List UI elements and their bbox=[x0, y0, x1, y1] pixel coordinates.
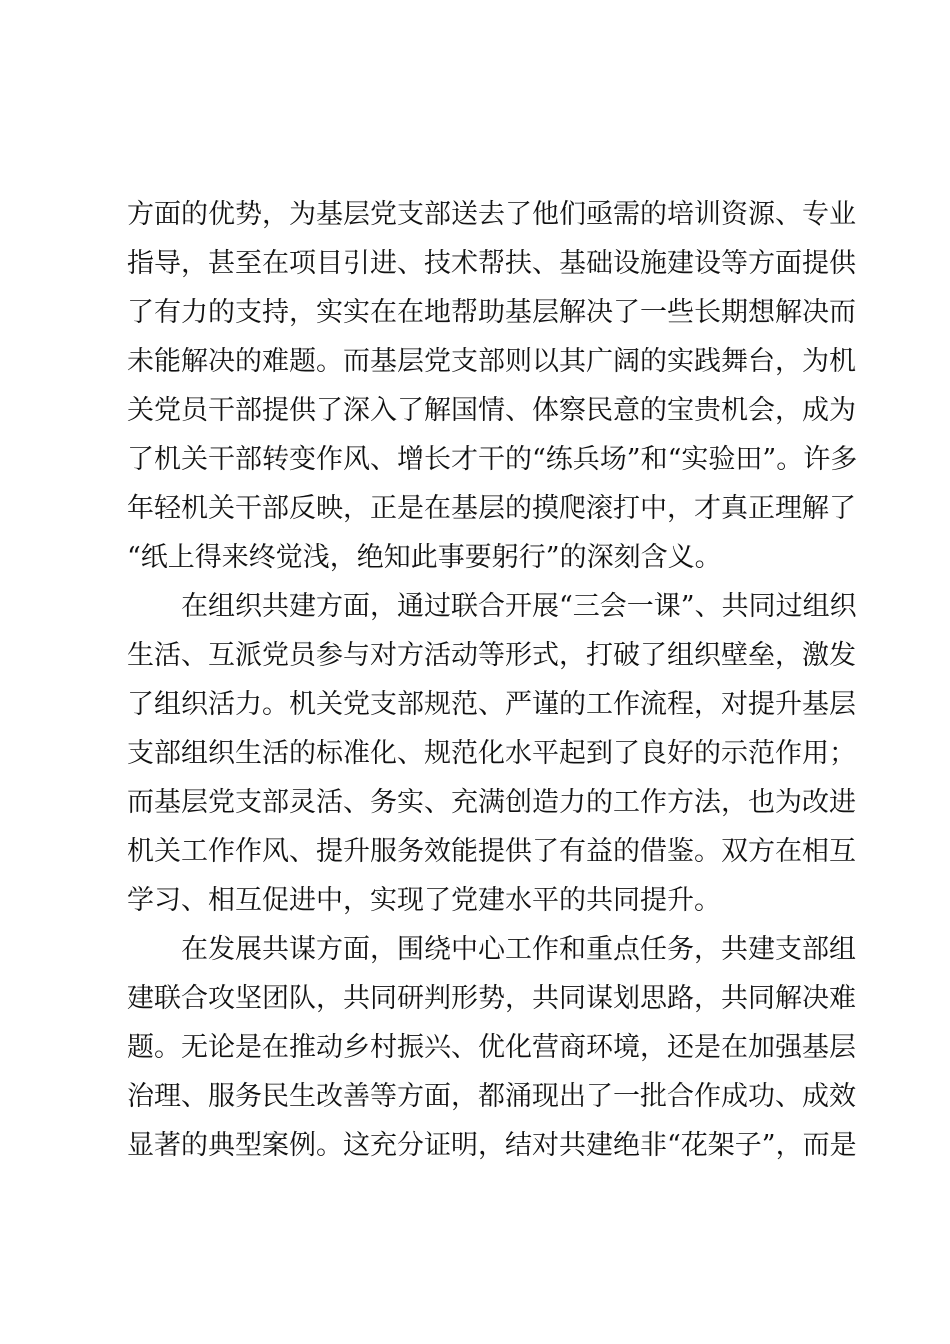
paragraph-3 bbox=[127, 925, 857, 1170]
text-line: 了有力的支持，实实在在地帮助基层解决了一些长期想解决而 bbox=[127, 297, 856, 328]
text-line: “纸上得来终觉浅，绝知此事要躬行”的深刻含义。 bbox=[127, 542, 722, 573]
text-line: 题。无论是在推动乡村振兴、优化营商环境，还是在加强基层 bbox=[127, 1032, 856, 1063]
text-line: 学习、相互促进中，实现了党建水平的共同提升。 bbox=[127, 885, 721, 916]
text-line: 而基层党支部灵活、务实、充满创造力的工作方法，也为改进 bbox=[127, 787, 856, 818]
text-line: 治理、服务民生改善等方面，都涌现出了一批合作成功、成效 bbox=[127, 1081, 856, 1112]
document-body bbox=[127, 190, 858, 1170]
paragraph-2 bbox=[127, 582, 857, 925]
text-line: 显著的典型案例。这充分证明，结对共建绝非“花架子”，而是 bbox=[127, 1130, 857, 1161]
paragraph-1 bbox=[127, 190, 858, 582]
text-line: 在发展共谋方面，围绕中心工作和重点任务，共建支部组 bbox=[181, 934, 856, 965]
text-line: 了机关干部转变作风、增长才干的“练兵场”和“实验田”。许多 bbox=[127, 444, 858, 475]
text-line: 建联合攻坚团队，共同研判形势，共同谋划思路，共同解决难 bbox=[127, 983, 856, 1014]
text-line: 在组织共建方面，通过联合开展“三会一课”、共同过组织 bbox=[181, 591, 857, 622]
text-line: 机关工作作风、提升服务效能提供了有益的借鉴。双方在相互 bbox=[127, 836, 856, 867]
text-line: 支部组织生活的标准化、规范化水平起到了良好的示范作用； bbox=[127, 738, 856, 769]
text-line: 生活、互派党员参与对方活动等形式，打破了组织壁垒，激发 bbox=[127, 640, 856, 671]
text-line: 指导，甚至在项目引进、技术帮扶、基础设施建设等方面提供 bbox=[127, 248, 856, 279]
text-line: 方面的优势，为基层党支部送去了他们亟需的培训资源、专业 bbox=[127, 199, 856, 230]
text-line: 年轻机关干部反映，正是在基层的摸爬滚打中，才真正理解了 bbox=[127, 493, 856, 524]
text-line: 未能解决的难题。而基层党支部则以其广阔的实践舞台，为机 bbox=[127, 346, 856, 377]
text-line: 关党员干部提供了深入了解国情、体察民意的宝贵机会，成为 bbox=[127, 395, 856, 426]
text-line: 了组织活力。机关党支部规范、严谨的工作流程，对提升基层 bbox=[127, 689, 856, 720]
